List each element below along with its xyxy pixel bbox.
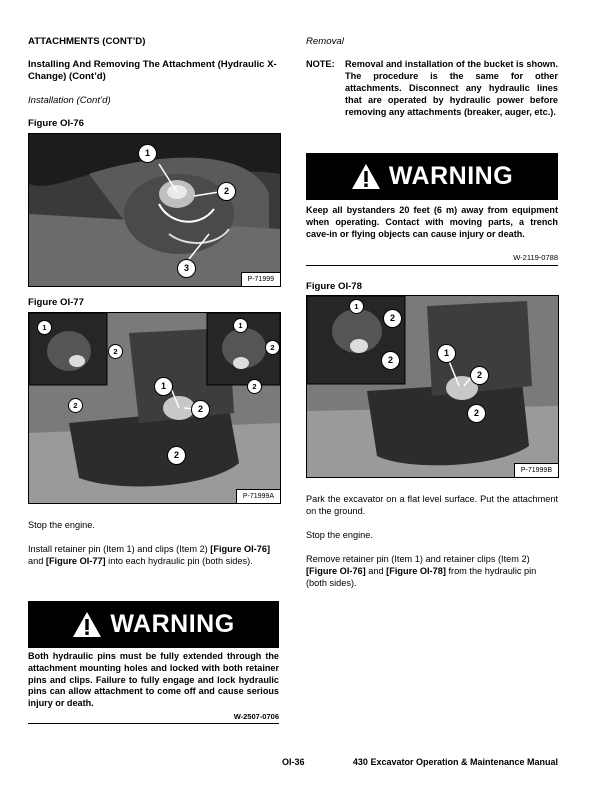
warning-banner: [306, 153, 558, 200]
photo-id: P-71999B: [514, 463, 558, 477]
callout-2: 2: [383, 309, 402, 328]
figure-oi-77-illustration: [29, 313, 280, 503]
note-body: Removal and installation of the bucket is shown. The procedure is the same for other attachments. Disconnect any hydraulic lines that are operated by hydraulic power before removing any attachments (breaker, auger, etc.).: [345, 59, 558, 117]
subsection-title: Installing And Removing The Attachment (Hydraulic X-Change) (Cont’d): [28, 59, 277, 82]
callout-2: 2: [167, 446, 186, 465]
removal-subheading: Removal: [306, 36, 344, 47]
warning-icon: [72, 611, 102, 638]
install-instruction: Install retainer pin (Item 1) and clips (Item 2) [Figure OI-76] and [Figure OI-77] into each hydraulic pin (both sides).: [28, 544, 271, 566]
callout-1: 1: [349, 299, 364, 314]
figure-ref[interactable]: [Figure OI-78]: [386, 566, 446, 576]
figure-ref[interactable]: [Figure OI-76]: [210, 544, 271, 554]
callout-2: 2: [68, 398, 83, 413]
callout-1: 1: [37, 320, 52, 335]
remove-instruction: Remove retainer pin (Item 1) and retainer clips (Item 2) [Figure OI-76] and [Figure OI-78] from the hydraulic pin (both sides).: [306, 554, 537, 588]
callout-1: 1: [437, 344, 456, 363]
manual-title: 430 Excavator Operation & Maintenance Manual: [352, 757, 558, 767]
callout-1: 1: [154, 377, 173, 396]
figure-oi-76-label: Figure OI-76: [28, 118, 84, 129]
figure-oi-78-label: Figure OI-78: [306, 281, 362, 292]
figure-oi-78-photo: [306, 295, 559, 478]
figure-ref[interactable]: [Figure OI-77]: [45, 556, 106, 566]
callout-2: 2: [217, 182, 236, 201]
photo-id: P-71999: [241, 272, 280, 286]
callout-2: 2: [108, 344, 123, 359]
warning-rule: [306, 265, 558, 266]
figure-oi-78-illustration: [307, 296, 558, 477]
warning-code: W-2119-0788: [513, 253, 558, 262]
warning-code: W-2507-0706: [233, 712, 279, 721]
note-label: NOTE:: [306, 59, 335, 69]
figure-ref[interactable]: [Figure OI-76]: [306, 566, 366, 576]
warning-body: Both hydraulic pins must be fully extended through the attachment mounting holes and locked with both retainer pins and clips. Failure to fully engage and lock hydraulic pins can allow attachment to come off and cause serious injury or death.: [28, 651, 279, 709]
callout-2: 2: [381, 351, 400, 370]
callout-2: 2: [467, 404, 486, 423]
callout-2: 2: [265, 340, 280, 355]
park-instruction: Park the excavator on a flat level surface. Put the attachment on the ground.: [306, 494, 558, 516]
warning-rule: [28, 723, 279, 724]
warning-title: WARNING: [388, 162, 514, 190]
callout-1: 1: [138, 144, 157, 163]
callout-2: 2: [247, 379, 262, 394]
figure-oi-77-photo: [28, 312, 281, 504]
note: [306, 58, 558, 118]
callout-2: 2: [470, 366, 489, 385]
section-title: ATTACHMENTS (CONT’D): [28, 36, 146, 47]
warning-icon: [351, 163, 381, 190]
callout-2: 2: [191, 400, 210, 419]
warning-title: WARNING: [110, 610, 235, 638]
callout-1: 1: [233, 318, 248, 333]
warning-banner: [28, 601, 279, 648]
figure-oi-77-label: Figure OI-77: [28, 297, 84, 308]
photo-id: P-71999A: [236, 489, 280, 503]
warning-body: Keep all bystanders 20 feet (6 m) away from equipment when operating. Contact with moving parts, a trench cave-in or flying objects can cause injury or death.: [306, 205, 558, 239]
page-number: OI-36: [282, 757, 305, 767]
figure-oi-76-photo: [28, 133, 281, 287]
installation-subheading: Installation (Cont’d): [28, 95, 111, 106]
stop-engine-text: Stop the engine.: [28, 520, 95, 530]
stop-engine-text: Stop the engine.: [306, 530, 373, 540]
callout-3: 3: [177, 259, 196, 278]
